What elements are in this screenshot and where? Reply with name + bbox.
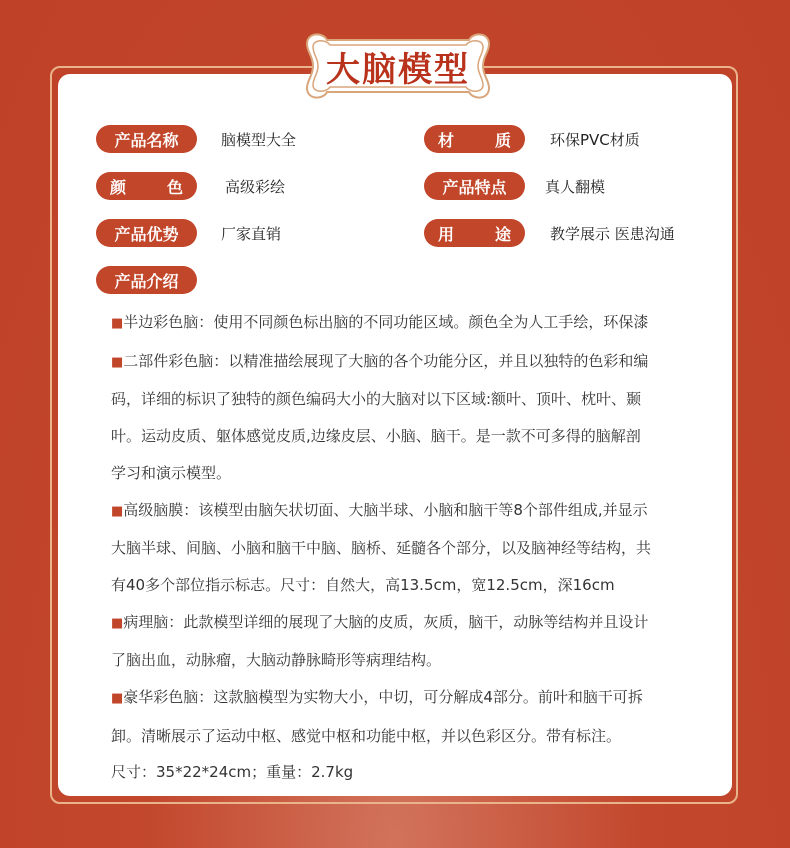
label-material: [424, 125, 525, 153]
label-text-1: 颜: [110, 177, 127, 197]
value-product-name: 脑模型大全: [221, 131, 297, 149]
value-material: 环保PVC材质: [550, 131, 640, 149]
paragraph-line: 叶。运动皮质、躯体感觉皮质,边缘皮层、小脑、脑干。是一款不可多得的脑解剖: [111, 427, 641, 446]
label-text-1: 用: [438, 224, 455, 244]
paragraph-line: 了脑出血，动脉瘤，大脑动静脉畸形等病理结构。: [111, 651, 442, 670]
paragraph-lead: 高级脑膜：: [123, 500, 199, 519]
paragraph-line: 学习和演示模型。: [111, 463, 232, 482]
page-title: 大脑模型: [326, 49, 470, 90]
paragraph-lead: 病理脑：: [123, 612, 184, 631]
paragraph-line: 卸。清晰展示了运动中枢、感觉中枢和功能中枢，并以色彩区分。带有标注。: [111, 726, 622, 745]
paragraph-lead: 二部件彩色脑：: [123, 351, 229, 370]
label-feature: [424, 172, 525, 200]
size-weight-line: [111, 754, 703, 791]
value-advantage: 厂家直销: [221, 225, 282, 243]
label-text-1: 材: [438, 130, 455, 150]
title-badge: [303, 30, 493, 102]
label-color: [96, 172, 197, 200]
intro-paragraph-two-part-brain: [111, 343, 703, 492]
paragraph-lead: 豪华彩色脑：: [123, 688, 214, 707]
square-bullet-icon: ■: [111, 316, 124, 331]
intro-paragraph-half-color-brain: [111, 304, 703, 343]
square-bullet-icon: ■: [111, 354, 124, 370]
paragraph-line: 码，详细的标识了独特的颜色编码大小的大脑对以下区域:额叶、顶叶、枕叶、颞: [111, 390, 642, 409]
square-bullet-icon: ■: [111, 691, 124, 707]
label-text-2: 质: [494, 130, 511, 150]
label-text: 产品名称: [114, 130, 179, 150]
label-advantage: [96, 219, 197, 247]
paragraph-line: 以精准描绘展现了大脑的各个功能分区，并且以独特的色彩和编: [228, 351, 649, 370]
paragraph-line: 有40多个部位指示标志。尺寸：自然大，高13.5cm，宽12.5cm，深16cm: [111, 575, 615, 594]
intro-paragraph-meninges: [111, 492, 703, 604]
square-bullet-icon: ■: [111, 503, 124, 519]
size-weight-text: 尺寸：35*22*24cm；重量：2.7kg: [111, 763, 354, 782]
label-text: 产品特点: [442, 177, 507, 197]
paragraph-line: 此款模型详细的展现了大脑的皮质，灰质，脑干，动脉等结构并且设计: [183, 612, 649, 631]
label-text-2: 色: [166, 177, 183, 197]
paragraph-line: 该模型由脑矢状切面、大脑半球、小脑和脑干等8个部件组成,并显示: [198, 500, 648, 519]
label-intro: [96, 266, 197, 294]
label-text: 产品介绍: [114, 271, 179, 291]
paragraph-line: 大脑半球、间脑、小脑和脑干中脑、脑桥、延髓各个部分，以及脑神经等结构，共: [111, 539, 652, 558]
value-feature: 真人翻模: [545, 178, 606, 196]
label-usage: [424, 219, 525, 247]
paragraph-line: 这款脑模型为实物大小，中切，可分解成4部分。前叶和脑干可拆: [213, 688, 643, 707]
product-intro: [111, 304, 703, 791]
label-text-2: 途: [494, 224, 511, 244]
label-text: 产品优势: [114, 224, 179, 244]
label-product-name: [96, 125, 197, 153]
intro-paragraph-pathology-brain: [111, 604, 703, 679]
paragraph-lead: 半边彩色脑：: [123, 313, 214, 331]
intro-paragraph-deluxe-brain: [111, 679, 703, 754]
value-color: 高级彩绘: [225, 178, 286, 196]
value-usage: 教学展示 医患沟通: [550, 225, 675, 243]
paragraph-line: 使用不同颜色标出脑的不同功能区域。颜色全为人工手绘，环保漆: [213, 313, 649, 331]
square-bullet-icon: ■: [111, 615, 124, 631]
